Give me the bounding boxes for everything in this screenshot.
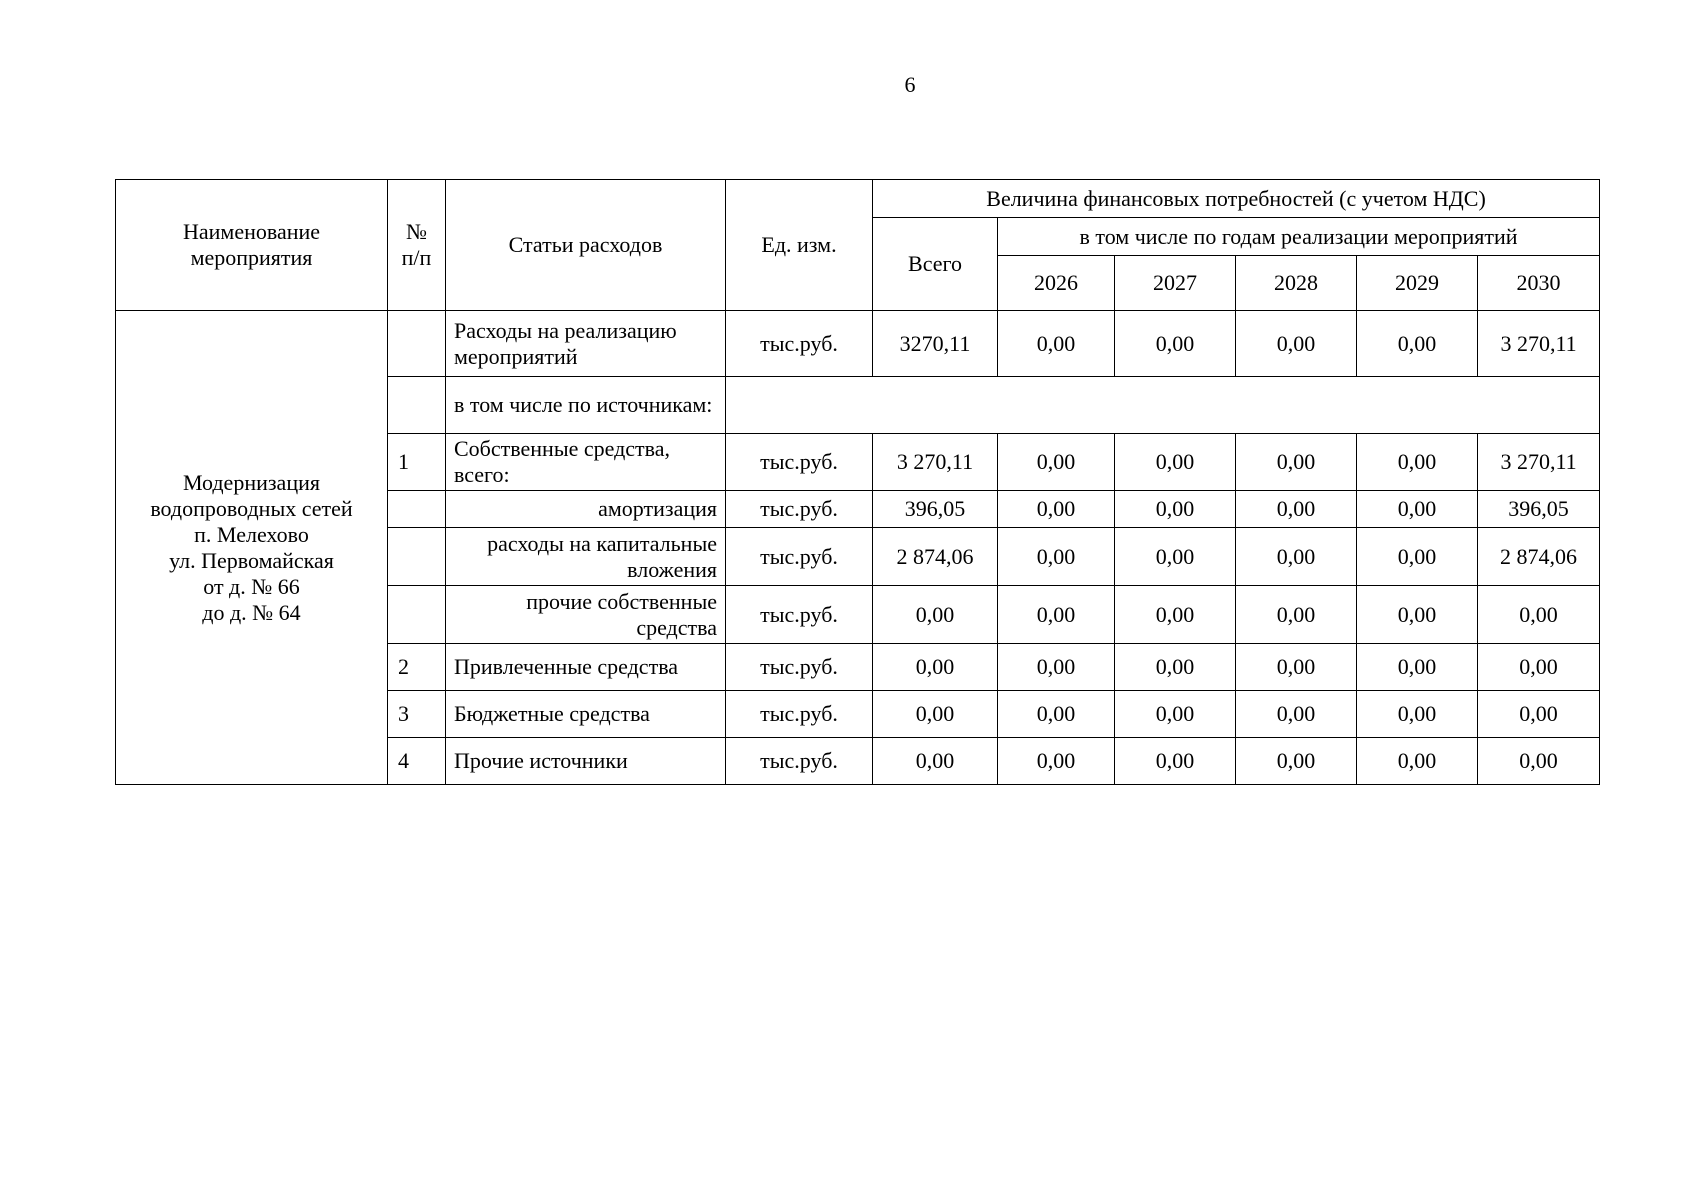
unit-cell: тыс.руб. xyxy=(726,491,873,528)
year-cell-2028: 0,00 xyxy=(1236,644,1357,691)
header-unit: Ед. изм. xyxy=(726,180,873,311)
year-cell-2030: 396,05 xyxy=(1478,491,1600,528)
total-cell: 0,00 xyxy=(873,586,998,644)
expense-item: Бюджетные средства xyxy=(446,691,726,738)
expense-item: Расходы на реализацию мероприятий xyxy=(446,311,726,377)
year-cell-2026: 0,00 xyxy=(998,691,1115,738)
year-cell-2028: 0,00 xyxy=(1236,586,1357,644)
year-cell-2027: 0,00 xyxy=(1115,434,1236,491)
year-cell-2026: 0,00 xyxy=(998,311,1115,377)
unit-cell: тыс.руб. xyxy=(726,644,873,691)
header-expense-items: Статьи расходов xyxy=(446,180,726,311)
year-cell-2026: 0,00 xyxy=(998,528,1115,586)
financial-needs-table xyxy=(115,179,1600,785)
unit-cell: тыс.руб. xyxy=(726,738,873,785)
event-name-cell xyxy=(116,311,388,785)
unit-cell: тыс.руб. xyxy=(726,691,873,738)
event-name-line: ул. Первомайская xyxy=(169,547,334,573)
year-cell-2026: 0,00 xyxy=(998,434,1115,491)
header-year-2029: 2029 xyxy=(1357,256,1478,311)
row-number xyxy=(388,586,446,644)
unit-cell: тыс.руб. xyxy=(726,434,873,491)
header-year-2030: 2030 xyxy=(1478,256,1600,311)
year-cell-2029: 0,00 xyxy=(1357,491,1478,528)
row-number: 2 xyxy=(388,644,446,691)
total-cell: 3 270,11 xyxy=(873,434,998,491)
event-name-line: п. Мелехово xyxy=(194,521,309,547)
year-cell-2029: 0,00 xyxy=(1357,644,1478,691)
event-name-line: Модернизация xyxy=(182,469,320,495)
expense-item: амортизация xyxy=(446,491,726,528)
event-name-line: от д. № 66 xyxy=(203,573,300,599)
header-financial-needs: Величина финансовых потребностей (с учетом НДС) xyxy=(873,180,1600,218)
empty-merged-cell xyxy=(726,377,1600,434)
expense-item: в том числе по источникам: xyxy=(446,377,726,434)
year-cell-2030: 3 270,11 xyxy=(1478,434,1600,491)
total-cell: 0,00 xyxy=(873,691,998,738)
header-row-1 xyxy=(116,180,1600,218)
year-cell-2027: 0,00 xyxy=(1115,528,1236,586)
year-cell-2026: 0,00 xyxy=(998,491,1115,528)
year-cell-2030: 0,00 xyxy=(1478,586,1600,644)
expense-item: Привлеченные средства xyxy=(446,644,726,691)
year-cell-2027: 0,00 xyxy=(1115,691,1236,738)
unit-cell: тыс.руб. xyxy=(726,311,873,377)
year-cell-2026: 0,00 xyxy=(998,644,1115,691)
year-cell-2030: 2 874,06 xyxy=(1478,528,1600,586)
total-cell: 3270,11 xyxy=(873,311,998,377)
year-cell-2026: 0,00 xyxy=(998,738,1115,785)
header-year-2028: 2028 xyxy=(1236,256,1357,311)
year-cell-2028: 0,00 xyxy=(1236,434,1357,491)
header-year-2026: 2026 xyxy=(998,256,1115,311)
year-cell-2028: 0,00 xyxy=(1236,528,1357,586)
event-name-line: до д. № 64 xyxy=(202,599,301,625)
financial-needs-table-container xyxy=(115,179,1599,785)
year-cell-2030: 0,00 xyxy=(1478,738,1600,785)
year-cell-2027: 0,00 xyxy=(1115,491,1236,528)
unit-cell: тыс.руб. xyxy=(726,528,873,586)
year-cell-2028: 0,00 xyxy=(1236,311,1357,377)
year-cell-2028: 0,00 xyxy=(1236,738,1357,785)
unit-cell: тыс.руб. xyxy=(726,586,873,644)
year-cell-2029: 0,00 xyxy=(1357,434,1478,491)
header-by-years: в том числе по годам реализации мероприятий xyxy=(998,218,1600,256)
year-cell-2029: 0,00 xyxy=(1357,738,1478,785)
expense-item: Прочие источники xyxy=(446,738,726,785)
page-number: 6 xyxy=(904,72,916,97)
table-body xyxy=(116,311,1600,785)
year-cell-2030: 0,00 xyxy=(1478,691,1600,738)
total-cell: 396,05 xyxy=(873,491,998,528)
year-cell-2029: 0,00 xyxy=(1357,311,1478,377)
year-cell-2027: 0,00 xyxy=(1115,738,1236,785)
year-cell-2026: 0,00 xyxy=(998,586,1115,644)
total-cell: 0,00 xyxy=(873,644,998,691)
row-number xyxy=(388,491,446,528)
row-number xyxy=(388,528,446,586)
year-cell-2028: 0,00 xyxy=(1236,491,1357,528)
year-cell-2029: 0,00 xyxy=(1357,586,1478,644)
row-number xyxy=(388,311,446,377)
row-number: 3 xyxy=(388,691,446,738)
year-cell-2028: 0,00 xyxy=(1236,691,1357,738)
header-total: Всего xyxy=(873,218,998,311)
total-cell: 0,00 xyxy=(873,738,998,785)
total-cell: 2 874,06 xyxy=(873,528,998,586)
expense-item: расходы на капитальные вложения xyxy=(446,528,726,586)
year-cell-2027: 0,00 xyxy=(1115,586,1236,644)
expense-item: прочие собственные средства xyxy=(446,586,726,644)
year-cell-2027: 0,00 xyxy=(1115,311,1236,377)
table-row xyxy=(116,311,1600,377)
expense-item: Собственные средства, всего: xyxy=(446,434,726,491)
header-event-name: Наименование мероприятия xyxy=(116,180,388,311)
event-name-line: водопроводных сетей xyxy=(150,495,353,521)
row-number: 1 xyxy=(388,434,446,491)
year-cell-2027: 0,00 xyxy=(1115,644,1236,691)
year-cell-2029: 0,00 xyxy=(1357,528,1478,586)
year-cell-2030: 0,00 xyxy=(1478,644,1600,691)
row-number xyxy=(388,377,446,434)
row-number: 4 xyxy=(388,738,446,785)
header-row-no: № п/п xyxy=(388,180,446,311)
header-year-2027: 2027 xyxy=(1115,256,1236,311)
year-cell-2029: 0,00 xyxy=(1357,691,1478,738)
year-cell-2030: 3 270,11 xyxy=(1478,311,1600,377)
table-header xyxy=(116,180,1600,311)
